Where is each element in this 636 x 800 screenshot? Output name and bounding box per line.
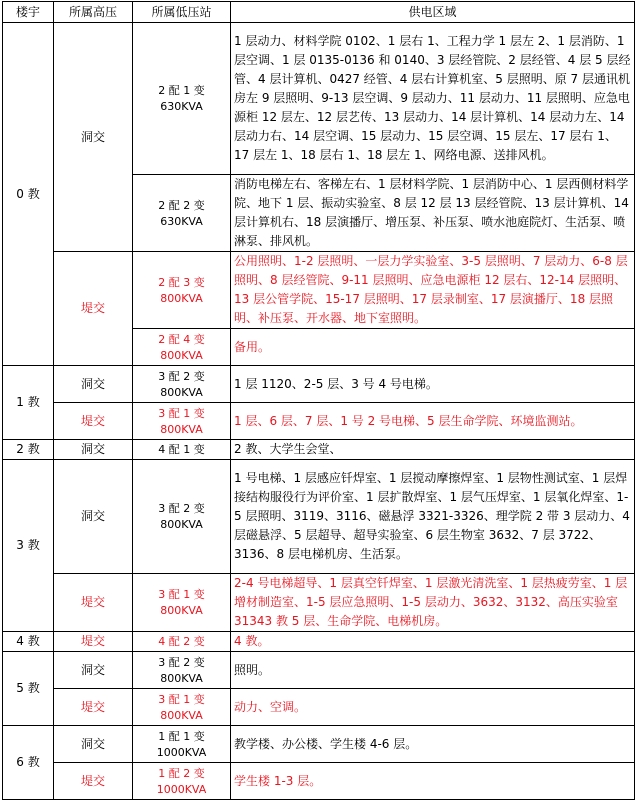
table-row xyxy=(3,652,635,689)
transformer-label: 3 配 1 变 xyxy=(158,692,205,706)
transformer-label: 4 配 2 变 xyxy=(158,634,205,648)
header-supply-area: 供电区域 xyxy=(231,2,635,23)
building-name-cell: 4 教 xyxy=(3,632,54,652)
supply-area-cell: 1 号电梯、1 层感应钎焊室、1 层搅动摩擦焊室、1 层物性测试室、1 层焊接结构服役行为评价室、1 层扩散焊室、1 层气压焊室、1 层氧化焊室、1-5 层照明、3119、3116、磁悬浮 3321-3326、理学院 2 带 3 层动力、4 层磁悬浮、5 层超导、超导实验室、6 层生物室 3632、7 层 3722、3136、8 层电梯机房、生活泵。 xyxy=(231,460,635,574)
supply-area-cell: 2 教、大学生会堂、 xyxy=(231,440,635,460)
low-voltage-station-cell xyxy=(133,175,231,252)
transformer-label: 2 配 3 变 xyxy=(158,275,205,289)
building-name-cell: 2 教 xyxy=(3,440,54,460)
low-voltage-station-cell xyxy=(133,763,231,800)
transformer-capacity: 1000KVA xyxy=(156,745,207,759)
table-row xyxy=(3,23,635,175)
high-voltage-cell: 堤交 xyxy=(54,574,133,632)
low-voltage-station-cell xyxy=(133,366,231,403)
supply-area-cell: 1 层 1120、2-5 层、3 号 4 号电梯。 xyxy=(231,366,635,403)
building-name-cell: 5 教 xyxy=(3,652,54,726)
transformer-capacity: 800KVA xyxy=(160,604,203,617)
header-high-voltage: 所属高压 xyxy=(54,2,133,23)
transformer-label: 4 配 1 变 xyxy=(158,442,205,456)
low-voltage-station-cell xyxy=(133,440,231,460)
low-voltage-station-cell xyxy=(133,252,231,329)
building-name-cell: 3 教 xyxy=(3,460,54,632)
building-name-cell: 0 教 xyxy=(3,23,54,366)
power-supply-table xyxy=(2,1,635,800)
transformer-capacity: 800KVA xyxy=(160,708,203,722)
header-low-voltage-station: 所属低压站 xyxy=(133,2,231,23)
supply-area-cell: 消防电梯左右、客梯左右、1 层材料学院、1 层消防中心、1 层西侧材料学院、地下 1 层、振动实验室、8 层 12 层 13 层经管院、13 层计算机、14 层计算机右、18 层演播厅、增压泵、补压泵、喷水池庭院灯、生活泵、喷淋泵、排风机。 xyxy=(231,175,635,252)
transformer-capacity: 800KVA xyxy=(160,422,203,436)
transformer-label: 2 配 4 变 xyxy=(158,332,205,346)
high-voltage-cell: 堤交 xyxy=(54,252,133,366)
low-voltage-station-cell xyxy=(133,689,231,726)
transformer-label: 3 配 2 变 xyxy=(158,655,205,669)
supply-area-cell: 公用照明、1-2 层照明、一层力学实验室、3-5 层照明、7 层动力、6-8 层照明、8 层经管院、9-11 层照明、应急电源柜 12 层右、12-14 层照明、13 层公管学院、15-17 层照明、17 层录制室、17 层演播厅、18 层照明、补压泵、开水器、地下室照明。 xyxy=(231,252,635,329)
low-voltage-station-cell xyxy=(133,403,231,440)
table-row xyxy=(3,460,635,574)
table-row xyxy=(3,726,635,763)
building-name-cell: 1 教 xyxy=(3,366,54,440)
high-voltage-cell: 洞交 xyxy=(54,652,133,689)
table-row xyxy=(3,403,635,440)
high-voltage-cell: 洞交 xyxy=(54,460,133,574)
table-row xyxy=(3,632,635,652)
transformer-capacity: 1000KVA xyxy=(156,782,207,796)
supply-area-cell: 备用。 xyxy=(231,329,635,366)
transformer-capacity: 800KVA xyxy=(160,385,203,399)
transformer-capacity: 630KVA xyxy=(160,100,203,113)
low-voltage-station-cell xyxy=(133,632,231,652)
low-voltage-station-cell xyxy=(133,726,231,763)
low-voltage-station-cell xyxy=(133,23,231,175)
table-row xyxy=(3,763,635,800)
table-row xyxy=(3,689,635,726)
transformer-label: 3 配 2 变 xyxy=(158,502,205,515)
supply-area-cell: 1 层、6 层、7 层、1 号 2 号电梯、5 层生命学院、环境监测站。 xyxy=(231,403,635,440)
transformer-capacity: 800KVA xyxy=(160,671,203,685)
low-voltage-station-cell xyxy=(133,652,231,689)
high-voltage-cell: 堤交 xyxy=(54,689,133,726)
high-voltage-cell: 堤交 xyxy=(54,403,133,440)
supply-area-cell: 照明。 xyxy=(231,652,635,689)
low-voltage-station-cell xyxy=(133,329,231,366)
transformer-label: 3 配 2 变 xyxy=(158,369,205,383)
transformer-capacity: 800KVA xyxy=(160,291,203,305)
table-body xyxy=(3,23,635,800)
transformer-capacity: 800KVA xyxy=(160,348,203,362)
low-voltage-station-cell xyxy=(133,574,231,632)
table-row xyxy=(3,440,635,460)
supply-area-cell: 动力、空调。 xyxy=(231,689,635,726)
transformer-label: 1 配 1 变 xyxy=(158,729,205,743)
table-row xyxy=(3,366,635,403)
supply-area-cell: 2-4 号电梯超导、1 层真空钎焊室、1 层激光清洗室、1 层热疲劳室、1 层增材制造室、1-5 层应急照明、1-5 层动力、3632、3132、高压实验室 31343 教 5 层、生命学院、电梯机房。 xyxy=(231,574,635,632)
transformer-label: 2 配 1 变 xyxy=(158,84,205,97)
supply-area-cell: 1 层动力、材料学院 0102、1 层右 1、工程力学 1 层左 2、1 层消防、1 层空调、1 层 0135-0136 和 0140、3 层经管院、2 层经管、4 层 5 层经管、4 层计算机、0427 经管、4 层右计算机室、5 层照明、原 7 层通讯机房左 9 层照明、9-13 层空调、9 层动力、11 层动力、11 层照明、应急电源柜 12 层左、12 层艺传、13 层动力、14 层计算机、14 层动力左、14 层动力右、14 层空调、15 层动力、15 层空调、15 层左、17 层右 1、17 层左 1、18 层右 1、18 层左 1、网络电源、送排风机。 xyxy=(231,23,635,175)
header-building: 楼宇 xyxy=(3,2,54,23)
building-name-cell: 6 教 xyxy=(3,726,54,800)
supply-area-cell: 教学楼、办公楼、学生楼 4-6 层。 xyxy=(231,726,635,763)
high-voltage-cell: 洞交 xyxy=(54,23,133,252)
transformer-label: 1 配 2 变 xyxy=(158,766,205,780)
table-row xyxy=(3,252,635,329)
high-voltage-cell: 洞交 xyxy=(54,726,133,763)
header-row xyxy=(3,2,635,23)
high-voltage-cell: 洞交 xyxy=(54,366,133,403)
high-voltage-cell: 堤交 xyxy=(54,632,133,652)
supply-area-cell: 4 教。 xyxy=(231,632,635,652)
transformer-label: 2 配 2 变 xyxy=(158,198,205,212)
transformer-label: 3 配 1 变 xyxy=(158,588,205,601)
transformer-capacity: 800KVA xyxy=(160,518,203,531)
transformer-label: 3 配 1 变 xyxy=(158,406,205,420)
transformer-capacity: 630KVA xyxy=(160,214,203,228)
table-row xyxy=(3,574,635,632)
high-voltage-cell: 洞交 xyxy=(54,440,133,460)
low-voltage-station-cell xyxy=(133,460,231,574)
supply-area-cell: 学生楼 1-3 层。 xyxy=(231,763,635,800)
high-voltage-cell: 堤交 xyxy=(54,763,133,800)
